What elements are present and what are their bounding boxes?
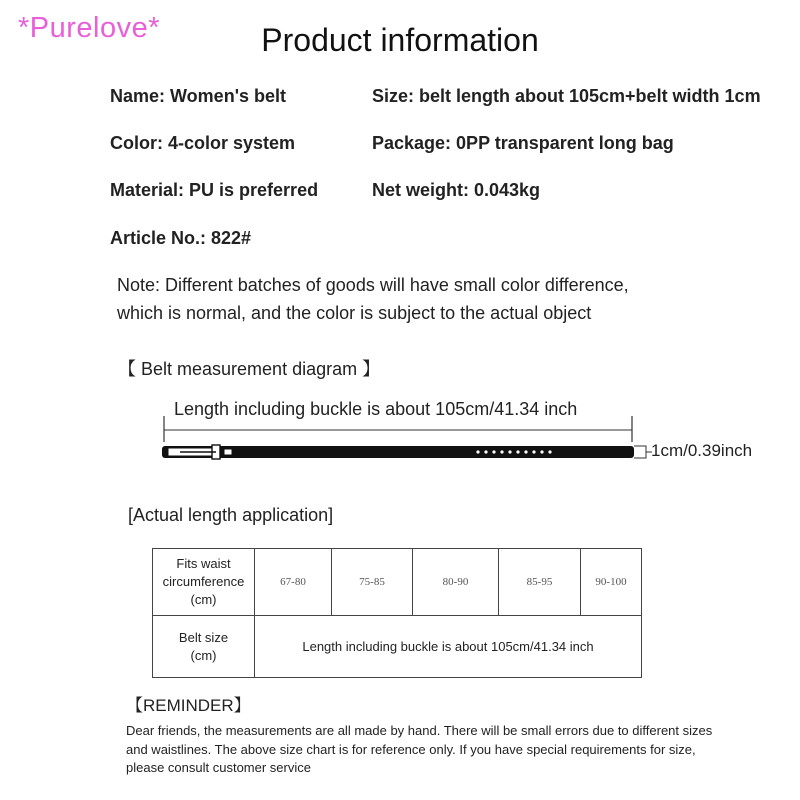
belt-size-value-cell: Length including buckle is about 105cm/41.34 inch bbox=[255, 616, 642, 678]
page-title: Product information bbox=[261, 22, 539, 58]
belt-size-header-line: Belt size bbox=[178, 629, 229, 645]
spec-material: Material: PU is preferred bbox=[110, 180, 319, 200]
length-dimension-text: Length including buckle is about 105cm/41.34 inch bbox=[174, 399, 578, 419]
table-row bbox=[153, 549, 642, 616]
belt-strap bbox=[162, 446, 634, 458]
reminder-line: please consult customer service bbox=[126, 760, 311, 775]
waist-value-cell: 90-100 bbox=[581, 549, 642, 616]
waist-header-cell bbox=[153, 549, 255, 616]
spec-size: Size: belt length about 105cm+belt width 1cm bbox=[372, 86, 761, 106]
reminder-line: and waistlines. The above size chart is for reference only. If you have special requirements for size, bbox=[126, 741, 696, 757]
spec-weight: Net weight: 0.043kg bbox=[372, 180, 541, 200]
spec-color: Color: 4-color system bbox=[110, 133, 296, 153]
size-table bbox=[152, 548, 642, 678]
brand-logo: *Purelove* bbox=[18, 12, 161, 44]
waist-header-line: circumference bbox=[162, 574, 245, 589]
waist-value-cell: 85-95 bbox=[499, 549, 581, 616]
spec-article: Article No.: 822# bbox=[110, 228, 252, 248]
width-bracket bbox=[634, 446, 646, 458]
waist-value-cell: 80-90 bbox=[413, 549, 499, 616]
note-line-1: Note: Different batches of goods will have small color difference, bbox=[117, 275, 629, 295]
belt-size-header-cell bbox=[153, 616, 255, 678]
belt-size-header-line: (cm) bbox=[190, 647, 217, 663]
width-dimension-text: 1cm/0.39inch bbox=[651, 441, 753, 460]
diagram-label: 【 Belt measurement diagram 】 bbox=[118, 359, 381, 379]
belt-diagram bbox=[150, 412, 670, 472]
waist-value-cell: 67-80 bbox=[255, 549, 332, 616]
reminder-body bbox=[126, 722, 776, 778]
table-row bbox=[153, 616, 642, 678]
waist-header-line: Fits waist bbox=[176, 556, 231, 571]
spec-name: Name: Women's belt bbox=[110, 86, 286, 106]
reminder-title: 【REMINDER】 bbox=[126, 696, 251, 715]
belt-loop bbox=[224, 449, 232, 455]
spec-package: Package: 0PP transparent long bag bbox=[372, 133, 674, 153]
waist-value-cell: 75-85 bbox=[332, 549, 413, 616]
actual-length-label: [Actual length application] bbox=[128, 505, 334, 525]
waist-header-line: (cm) bbox=[190, 592, 217, 607]
reminder-line: Dear friends, the measurements are all made by hand. There will be small errors due to different sizes bbox=[126, 723, 713, 738]
note-line-2: which is normal, and the color is subject to the actual object bbox=[117, 303, 592, 323]
